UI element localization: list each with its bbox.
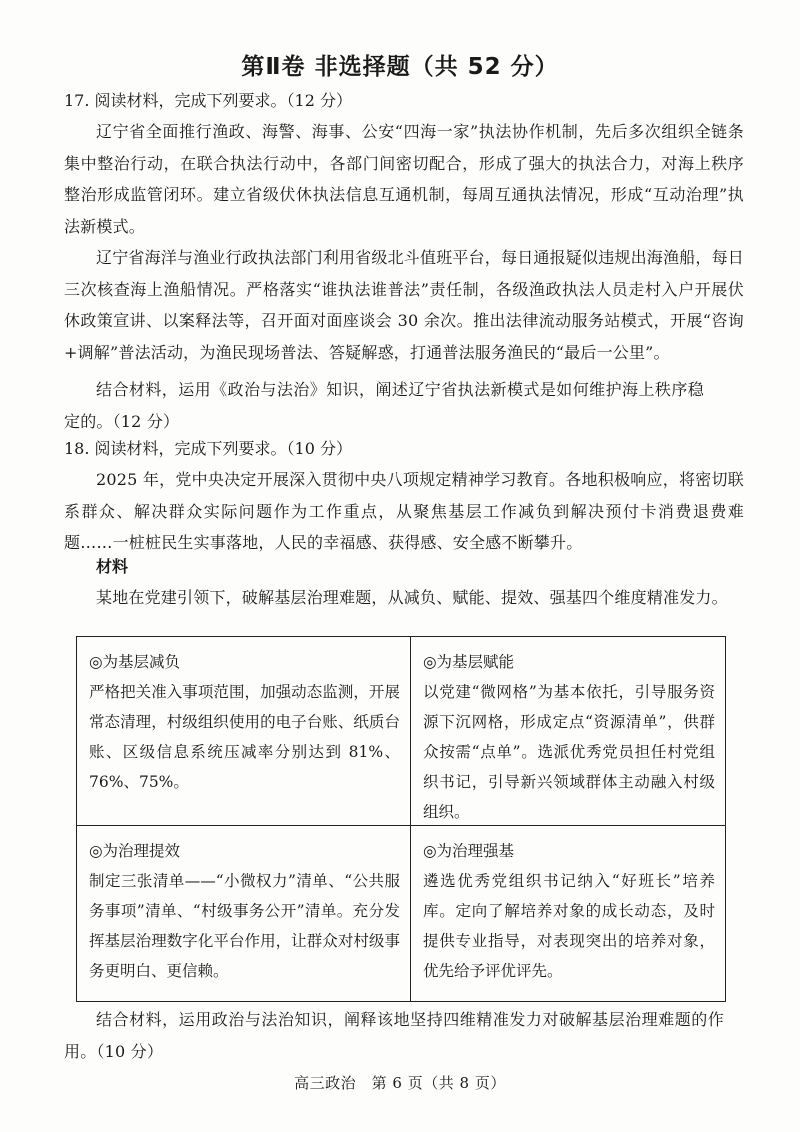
cell-body: 遴选优秀党组织书记纳入“好班长”培养库。定向了解培养对象的成长动态，及时提供专业指导，对表现突出的培养对象，优先给予评优评先。 [423, 872, 715, 980]
q18-heading: 18. 阅读材料，完成下列要求。（10 分） [64, 439, 352, 458]
cell-strengthen-foundation [410, 825, 725, 1001]
cell-title: ◎为治理强基 [423, 842, 515, 860]
section-title: 第Ⅱ卷 非选择题（共 52 分） [241, 54, 559, 80]
cell-improve-efficiency [77, 825, 410, 1001]
q17-paragraph-2: 辽宁省海洋与渔业行政执法部门利用省级北斗值班平台，每日通报疑似违规出海渔船，每日三次核查海上渔船情况。严格落实“谁执法谁普法”责任制，各级渔政执法人员走村入户开展伏休政策宣讲、以案释法等，召开面对面座谈会 30 余次。推出法律流动服务站模式，开展“咨询+调解”普法活动，为渔民现场普法、答疑解惑，打通普法服务渔民的“最后一公里”。 [64, 248, 745, 362]
cell-empower [410, 637, 725, 825]
cell-body: 以党建“微网格”为基本依托，引导服务资源下沉网格，形成定点“资源清单”，供群众按需“点单”。选派优秀党员担任村党组织书记，引导新兴领域群体主动融入村级组织。 [423, 683, 715, 821]
cell-reduce-burden [77, 637, 410, 825]
material-label: 材料 [96, 557, 129, 576]
material-table [76, 636, 726, 1002]
q17-question: 结合材料，运用《政治与法治》知识，阐述辽宁省执法新模式是如何维护海上秩序稳定的。（12 分） [64, 380, 704, 431]
q17-paragraph-1: 辽宁省全面推行渔政、海警、海事、公安“四海一家”执法协作机制，先后多次组织全链条集中整治行动，在联合执法行动中，各部门间密切配合，形成了强大的执法合力，对海上秩序整治形成监管闭环。建立省级伏休执法信息互通机制，每周互通执法情况，形成“互动治理”执法新模式。 [64, 122, 744, 236]
material-text: 某地在党建引领下，破解基层治理难题，从减负、赋能、提效、强基四个维度精准发力。 [96, 588, 728, 607]
cell-body: 严格把关准入事项范围，加强动态监测，开展常态清理，村级组织使用的电子台账、纸质台账、区级信息系统压减率分别达到 81%、76%、75%。 [89, 683, 400, 791]
q17-heading: 17. 阅读材料，完成下列要求。（12 分） [64, 91, 352, 110]
q18-intro: 2025 年，党中央决定开展深入贯彻中央八项规定精神学习教育。各地积极响应，将密切联系群众、解决群众实际问题作为工作重点，从聚焦基层工作减负到解决预付卡消费退费难题……一桩桩民生实事落地，人民的幸福感、获得感、安全感不断攀升。 [64, 470, 744, 552]
q18-question: 结合材料，运用政治与法治知识，阐释该地坚持四维精准发力对破解基层治理难题的作用。（10 分） [64, 1010, 724, 1061]
cell-title: ◎为基层赋能 [423, 653, 515, 671]
page-footer: 高三政治 第 6 页（共 8 页） [294, 1074, 506, 1092]
cell-title: ◎为治理提效 [89, 842, 181, 860]
cell-title: ◎为基层减负 [89, 653, 181, 671]
cell-body: 制定三张清单——“小微权力”清单、“公共服务事项”清单、“村级事务公开”清单。充分发挥基层治理数字化平台作用，让群众对村级事务更明白、更信赖。 [89, 872, 400, 980]
